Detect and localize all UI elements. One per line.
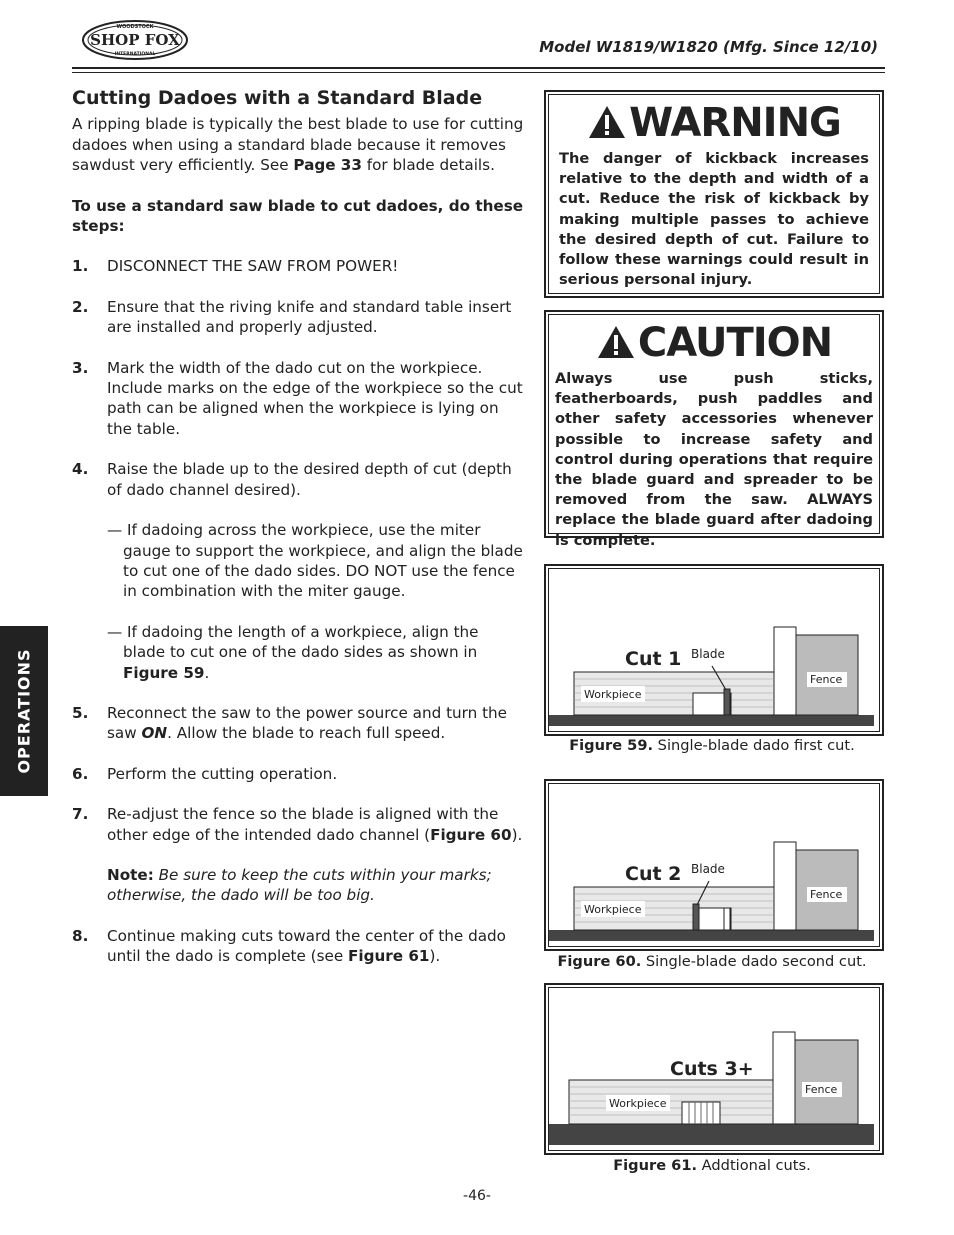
saw-table	[549, 1124, 874, 1145]
figure-61	[544, 983, 884, 1155]
blade-label: Blade	[691, 862, 725, 876]
workpiece-label: Workpiece	[584, 688, 642, 701]
instruction-column	[72, 88, 524, 987]
fence-face	[774, 842, 796, 930]
step-7: 7. Re-adjust the fence so the blade is aligned with the other edge of the intended dado channel (Figure 60). Note: Be sure to keep the cuts within your marks; otherwise, the dado will be too big.	[72, 805, 523, 905]
cut-label: Cuts 3+	[670, 1058, 754, 1080]
intro-paragraph: A ripping blade is typically the best blade to use for cutting dadoes when using a standard blade because it removes sawdust very efficiently. See Page 33 for blade details.	[72, 115, 524, 175]
logo-small-bottom: INTERNATIONAL	[114, 52, 156, 57]
blade	[693, 904, 699, 930]
blade-label: Blade	[691, 647, 725, 661]
caution-box	[544, 310, 884, 549]
warning-signal: WARNING	[549, 95, 879, 145]
header-rule	[72, 67, 885, 73]
figure-59-caption: Figure 59. Single-blade dado first cut.	[569, 737, 855, 754]
step-8: 8. Continue making cuts toward the center of the dado until the dado is complete (see Figure 61).	[72, 926, 506, 966]
workpiece	[569, 1080, 773, 1124]
page-ref: Page 33	[293, 156, 362, 175]
figure-61-caption: Figure 61. Addtional cuts.	[613, 1157, 811, 1174]
figure-60	[544, 779, 884, 951]
section-tab	[0, 626, 48, 796]
step-2: 2. Ensure that the riving knife and standard table insert are installed and properly adjusted.	[72, 297, 512, 337]
step-1: 1. DISCONNECT THE SAW FROM POWER!	[72, 257, 399, 276]
workpiece-label: Workpiece	[584, 903, 642, 916]
warning-box	[544, 90, 884, 298]
steps-lead: To use a standard saw blade to cut dadoes, do these steps:	[72, 196, 524, 236]
warning-text: The danger of kickback increases relative to the depth and width of a cut. Reduce the risk of kickback by making multiple passes to achieve the desired depth of cut. Failure to follow these warnings could result in serious personal injury.	[559, 150, 869, 289]
fence-face	[774, 627, 796, 715]
fence-label: Fence	[810, 673, 843, 686]
caution-triangle-icon	[596, 324, 636, 360]
logo-brand: SHOP FOX	[90, 31, 180, 49]
page-number: -46-	[463, 1188, 491, 1204]
step-5: 5. Reconnect the saw to the power source and turn the saw ON. Allow the blade to reach full speed.	[72, 703, 507, 743]
logo-small-top: WOODSTOCK	[116, 24, 154, 30]
steps-list	[72, 256, 524, 966]
first-cut-kerf	[724, 908, 730, 930]
figure-59-diagram	[549, 569, 874, 726]
saw-table	[549, 715, 874, 726]
caution-signal: CAUTION	[549, 315, 879, 365]
workpiece-label: Workpiece	[609, 1097, 667, 1110]
figure-60-diagram	[549, 784, 874, 941]
step-4-sub-across: — If dadoing across the workpiece, use the miter gauge to support the workpiece, and align the blade to cut one of the dado sides. DO NOT use the fence in combination with the miter gauge.	[107, 521, 523, 601]
figure-60-caption: Figure 60. Single-blade dado second cut.	[557, 953, 867, 970]
warning-triangle-icon	[587, 104, 627, 140]
figure-59	[544, 564, 884, 736]
model-header: Model W1819/W1820 (Mfg. Since 12/10)	[539, 38, 878, 56]
figure-61-diagram	[549, 988, 874, 1145]
section-title: Cutting Dadoes with a Standard Blade	[72, 87, 483, 109]
step-6: 6. Perform the cutting operation.	[72, 764, 338, 783]
step-7-note: Note: Be sure to keep the cuts within your marks; otherwise, the dado will be too big.	[107, 865, 492, 905]
fence-face	[773, 1032, 795, 1124]
cut-label: Cut 2	[625, 863, 682, 885]
fence-label: Fence	[805, 1083, 838, 1096]
blade	[724, 689, 730, 715]
step-4-sub-length: — If dadoing the length of a workpiece, align the blade to cut one of the dado sides as shown in Figure 59.	[107, 622, 479, 682]
cut-label: Cut 1	[625, 648, 682, 670]
caution-text: Always use push sticks, featherboards, push paddles and other safety accessories whenever possible to increase safety and control during operations that require the blade guard and spreader to be removed from the saw. ALWAYS replace the blade guard after dadoing is complete.	[555, 370, 873, 549]
shop-fox-logo	[82, 20, 188, 60]
saw-table	[549, 930, 874, 941]
section-tab-label: OPERATIONS	[14, 648, 34, 774]
fence-label: Fence	[810, 888, 843, 901]
step-3: 3. Mark the width of the dado cut on the workpiece. Include marks on the edge of the workpiece so the cut path can be aligned when the workpiece is lying on the table.	[72, 358, 523, 438]
step-4: 4. Raise the blade up to the desired depth of cut (depth of dado channel desired). — If dadoing across the workpiece, use the miter gauge to support the workpiece, and align the blade to cut one of the dado sides. DO NOT use the fence in combination with the miter gauge. — If dadoing the length of a workpiece, align the blade to cut one of the dado sides as shown in Figure 59.	[72, 460, 523, 682]
